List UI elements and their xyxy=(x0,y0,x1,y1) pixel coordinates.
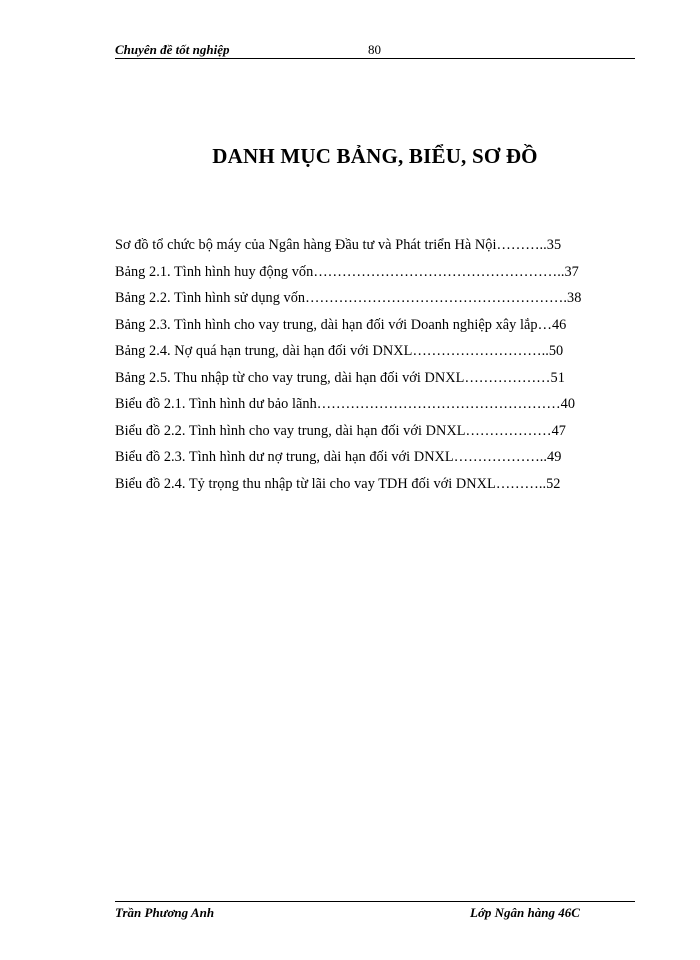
page-number: 80 xyxy=(368,42,381,57)
toc-entry xyxy=(115,446,635,473)
toc-entry-text: Biểu đồ 2.2. Tình hình cho vay trung, dài hạn đối với DNXL………………47 xyxy=(115,422,566,439)
toc-entry-text: Bảng 2.2. Tình hình sử dụng vốn……………………………………………….38 xyxy=(115,290,582,306)
toc-entry-text: Biểu đồ 2.4. Tỷ trọng thu nhập từ lãi cho vay TDH đối với DNXL………..52 xyxy=(115,475,561,492)
footer-author: Trần Phương Anh xyxy=(115,905,215,920)
toc-entry xyxy=(115,234,635,261)
toc-entry-text: Bảng 2.4. Nợ quá hạn trung, dài hạn đối với DNXL………………………..50 xyxy=(115,343,564,359)
toc-entry-text: Biểu đồ 2.3. Tình hình dư nợ trung, dài hạn đối với DNXL………………..49 xyxy=(115,449,562,465)
toc-entry xyxy=(115,340,635,367)
footer-class: Lớp Ngân hàng 46C xyxy=(470,905,580,920)
toc-entry-text: Sơ đồ tổ chức bộ máy của Ngân hàng Đầu tư và Phát triển Hà Nội………..35 xyxy=(115,237,562,253)
page-title: DANH MỤC BẢNG, BIỂU, SƠ ĐỒ xyxy=(212,144,538,168)
header-rule xyxy=(115,58,635,59)
header-title: Chuyên đề tốt nghiệp xyxy=(115,42,230,57)
page-header xyxy=(115,42,635,58)
table-of-contents xyxy=(115,234,635,499)
toc-entry xyxy=(115,261,635,288)
toc-entry-text: Biểu đồ 2.1. Tình hình dư bảo lãnh……………………………………………40 xyxy=(115,396,576,412)
toc-entry xyxy=(115,393,635,420)
toc-entry xyxy=(115,473,635,500)
footer-rule xyxy=(115,901,635,902)
toc-entry-text: Bảng 2.3. Tình hình cho vay trung, dài hạn đối với Doanh nghiệp xây lắp…46 xyxy=(115,316,567,333)
toc-entry xyxy=(115,367,635,394)
toc-entry xyxy=(115,287,635,314)
toc-entry-text: Bảng 2.5. Thu nhập từ cho vay trung, dài hạn đối với DNXL………………51 xyxy=(115,369,565,386)
toc-entry-text: Bảng 2.1. Tình hình huy động vốn……………………………………………..37 xyxy=(115,263,579,280)
toc-entry xyxy=(115,420,635,447)
toc-entry xyxy=(115,314,635,341)
